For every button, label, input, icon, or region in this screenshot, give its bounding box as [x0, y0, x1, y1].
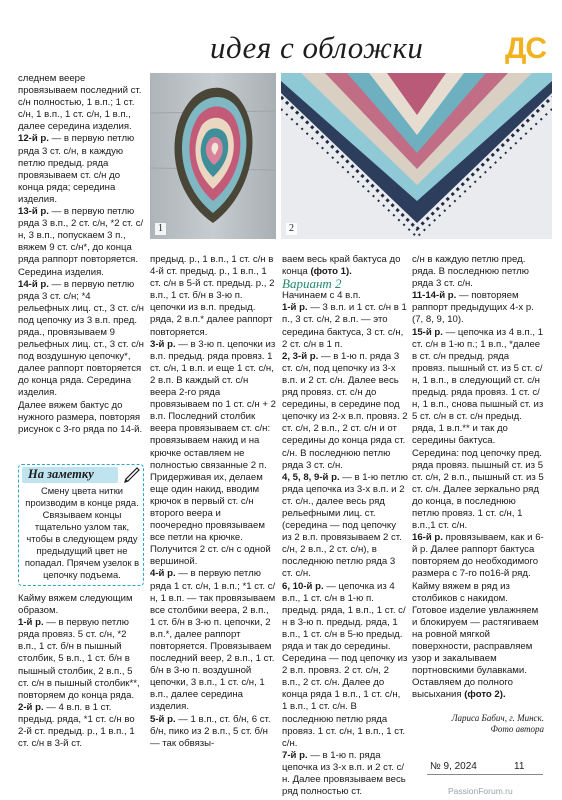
variant-heading: Вариант 2 — [282, 276, 342, 292]
row-label: 14-й р. — [18, 278, 49, 290]
photo-shawl-edge — [281, 73, 552, 239]
photo-credit: Фото автора — [490, 724, 544, 734]
row-text: — цепочка из 4 в.п., 1 ст. с/н в 1-ю п.; 1 в.п., *далее в ст. с/н предыд. ряда провяз. пышный ст. из 5 ст. с/н, 1 в.п., в следующий ст. с/н предыд. ряда провяз. 1 ст. с/н, 1 в.п., снова пышный ст. из 5 ст. с/н в ст. с/н предыд. ряда, 1 в.п.** и так до середины бактуса. Середина: под цепочку пред. ряда провяз. пышный ст. из 5 ст. с/н, 2 в.п., пышный ст. из 5 ст. с/н. Далее зеркально ряд до конца, в последнюю петлю провяз. 1 ст. с/н, 1 в.п.,1 ст. с/н. — [412, 326, 544, 532]
paragraph — [412, 532, 544, 605]
row-text: — 1 в.п., ст. б/н, 6 ст. б/н, пико из 2 в.п., 5 ст. б/н — так обвязы- — [150, 713, 271, 749]
paragraph — [282, 472, 408, 581]
row-label: 6, 10-й р. — [282, 580, 324, 592]
row-label: 1-й р. — [18, 617, 44, 629]
photo-reference: (фото 1). — [310, 266, 352, 278]
paragraph — [412, 605, 544, 702]
text-column-3 — [282, 254, 408, 798]
author-name: Лариса Бабич, г. Минск. — [451, 713, 544, 723]
paragraph — [18, 206, 144, 279]
note-title: На заметку — [28, 467, 94, 481]
row-label: 7-й р. — [282, 749, 308, 761]
paragraph — [282, 750, 408, 798]
row-label: 4, 5, 8, 9-й р. — [282, 471, 340, 483]
row-text: ваем весь край бактуса до конца — [282, 254, 401, 278]
text-column-1-bottom — [18, 593, 144, 750]
paragraph — [150, 339, 276, 569]
photo-shawl-spiral — [150, 73, 276, 239]
paragraph — [282, 302, 408, 350]
paragraph: следнем веере провязываем последний ст. с/н полностью, 1 в.п.; 1 ст. с/н, 1 в.п., 1 ст. с/н, 1 в.п., далее середина изделия. — [18, 73, 142, 133]
row-label: 12-й р. — [18, 133, 49, 145]
row-label: 3-й р. — [150, 338, 176, 350]
row-text: — в первую петлю ряда 3 ст. с/н; *4 рельефных лиц. ст., 3 ст. с/н под цепочку из 3 в.п. пред. ряда., провязываем 9 рельефных лиц. ст., 3 ст. с/н под воздушную цепочку*, далее раппорт повторяется до конца ряда. Середина изделия. — [18, 278, 144, 399]
paragraph — [18, 133, 144, 206]
row-label: 5-й р. — [150, 713, 176, 725]
page-number: 11 — [514, 761, 525, 772]
row-label: 11-14-й р. — [412, 290, 457, 302]
row-text: — в первую петлю ряда 3 ст. с/н, в каждую петлю предыд. ряда провязываем ст. с/н до конца ряда; середина изделия. — [18, 133, 135, 205]
row-label: 2-й р. — [18, 701, 44, 713]
row-text: — повторяем раппорт предыдущих 4-х р. (7, 8, 9, 10). — [412, 290, 534, 326]
row-text: — в 1-ю п. ряда цепочка из 3-х в.п. и 2 ст. с/н. Далее провязываем весь ряд полностью ст. — [282, 749, 406, 798]
paragraph: Кайму вяжем следующим образом. — [18, 593, 133, 617]
magazine-logo: ДС — [504, 32, 546, 65]
row-label: 15-й р. — [412, 326, 443, 338]
paragraph: Далее вяжем бактус до нужного размера, повторяя рисунок с 3-го ряда по 14-й. — [18, 399, 143, 435]
row-text: — в 1-ю п. ряда 3 ст. с/н, под цепочку из 3-х в.п. и 2 ст. с/н. Далее весь ряд провяз. ст. с/н до середины, в середине под цепочку из 2-х в.п. провяз. 2 ст. с/н, 2 в.п., 2 ст. с/н и от середины до конца ряда ст. с/н. В последнюю петлю ряда 3 ст. с/н. — [282, 350, 408, 471]
paragraph — [412, 327, 544, 533]
watermark: PassionForum.ru — [448, 786, 513, 796]
row-label: 1-й р. — [282, 302, 308, 314]
row-text: — цепочка из 4 в.п., 1 ст. с/н в 1-ю п. предыд. ряда, 1 в.п., 1 ст. с/н в 3-ю п. предыд. ряда, 1 в.п., 1 ст. с/н в 5-ю предыд. ряда и так до середины. Середина — под цепочку из 2 в.п. провяз. 2 ст. с/н, 2 в.п., 2 ст. с/н. Далее до конца ряда 1 в.п., 1 ст. с/н, 1 в.п., 1 ст. с/н. В последнюю петлю ряда провяз. 1 ст. с/н, 1 в.п., 1 ст. с/н. — [282, 580, 408, 749]
row-label: 13-й р. — [18, 206, 49, 218]
row-text: — в 1-ю петлю ряда цепочка из 3-х в.п. и 2 ст. с/н., далее весь ряд рельефными лиц. ст. (середина — под цепочку из 2 в.п. провязываем 2 ст. с/н, 2 в.п., 2 ст. с/н), в последнюю петлю ряда 3 ст. с/н. — [282, 471, 408, 580]
row-text: — в 3-ю п. цепочки из в.п. предыд. ряда провяз. 1 ст. с/н, 1 в.п. и еще 1 ст. с/н, 2 в.п. В каждый ст. с/н веера 2-го ряда провязываем по 1 ст. с/н + 2 в.п. Последний столбик веера провязываем ст. с/н: провязываем накид и на крючке оставляем не полностью связанные 2 п. Придерживая их, делаем еще один накид, вводим крючок в первый ст. с/н второго веера и поочередно провязываем все петли на крючке. Получится 2 ст. с/н с одной вершиной. — [150, 338, 276, 568]
row-text: — 3 в.п. и 1 ст. с/н в 1 п., 3 ст. с/н, 2 в.п. — это середина бактуса, 3 ст. с/н, 2 ст. с/н в 1 п. — [282, 302, 407, 350]
row-label: 4-й р. — [150, 568, 176, 580]
row-label: 16-й р. — [412, 532, 443, 544]
paragraph — [282, 254, 408, 278]
row-text: Готовое изделие увлажняем и блокируем — растягиваем на ровной мягкой поверхности, расправляем узор и закалываем портновскими булавками. Оставляем до полного высыхания — [412, 604, 539, 701]
paragraph — [18, 617, 144, 702]
paragraph: с/н в каждую петлю пред. ряда. В последнюю петлю ряда 3 ст. с/н. — [412, 254, 529, 290]
section-title: идея с обложки — [210, 30, 424, 65]
text-column-1 — [18, 73, 144, 436]
text-column-2 — [150, 254, 276, 750]
row-text: — 4 в.п. в 1 ст. предыд. ряда, *1 ст. с/н во 2-й ст. предыд. р., 1 в.п., 1 ст. с/н в 3-й ст. — [18, 701, 135, 750]
page-header — [200, 28, 552, 70]
paragraph — [18, 702, 144, 750]
row-text: — в первую петлю ряда провяз. 5 ст. с/н, *2 в.п., 1 ст. б/н в пышный столбик, 5 в.п., 1 ст. б/н в пышный столбик, 2 в.п., 5 ст. с/н в пышный столбик**, повторяем до конца ряда. — [18, 617, 140, 701]
photo-number: 1 — [155, 223, 166, 235]
paragraph — [282, 581, 408, 750]
paragraph — [18, 279, 144, 400]
paragraph — [282, 351, 408, 472]
paragraph: Начинаем с 4 в.п. — [282, 290, 361, 302]
paragraph — [150, 568, 276, 713]
row-label: 2, 3-й р. — [282, 350, 319, 362]
paragraph — [412, 290, 544, 326]
author-signature — [412, 713, 544, 735]
note-text: Смену цвета нитки производим в конце ряда. Связываем концы тщательно узлом так, чтобы в следующем ряду предыдущий цвет не попадал. Прячем узелок в цепочку подъема. — [24, 485, 140, 580]
photo-number: 2 — [286, 223, 297, 235]
issue-number: № 9, 2024 — [430, 761, 477, 772]
text-column-4 — [412, 254, 544, 701]
paragraph — [150, 714, 276, 750]
footer-divider — [427, 774, 543, 775]
row-text: провязываем, как и 6-й р. Далее раппорт бактуса повторяем до необходимого размера с 7-го по16-й ряд. Кайму вяжем в ряд из столбиков с накидом. — [412, 532, 544, 604]
row-text: — в первую петлю ряда 3 в.п., 2 ст. с/н, *2 ст. с/н, 3 в.п., попускаем 3 п., вяжем 9 ст. с/н*, до конца ряда раппорт повторяется. Середина изделия. — [18, 206, 144, 278]
photo-reference: (фото 2). — [464, 689, 506, 701]
paragraph: предыд. р., 1 в.п., 1 ст. с/н в 4-й ст. предыд. р., 1 в.п., 1 ст. с/н в 5-й ст. предыд. р., 2 в.п., 1 ст. б/н в 3-ю п. цепочки из в.п. предыд. ряда, 2 в.п.* далее раппорт повторяется. — [150, 254, 275, 338]
row-text: — в первую петлю ряда 1 ст. с/н, 1 в.п.; *1 ст. с/н, 1 в.п. — так провязываем все столбики веера, 2 в.п., 1 ст. б/н в 3-ю п. цепочки, 2 в.п.*, далее раппорт повторяется. Провязываем последний веер, 2 в.п., 1 ст. б/н в 3-ю п. воздушной цепочки, 3 в.п., 1 ст. с/н, 1 в.п., далее середина изделия. — [150, 568, 276, 713]
